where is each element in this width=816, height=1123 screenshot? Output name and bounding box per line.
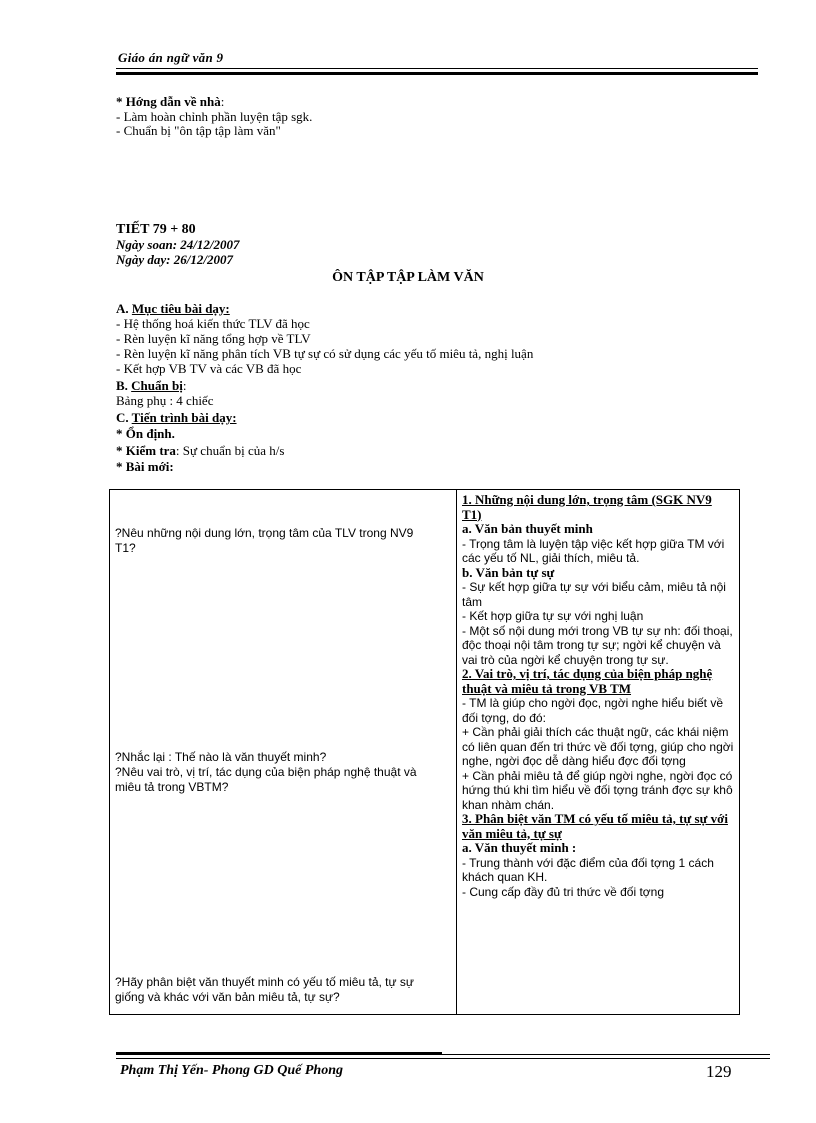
lesson-table [109,489,740,1015]
question-4: ?Hãy phân biệt văn thuyết minh có yếu tố miêu tả, tự sự giống và khác với văn bản miêu tả, tự sự? [115,975,414,1004]
answer-h2-item: + Cần phải giải thích các thuật ngữ, các khái niệm có liên quan đến tri thức về đối tợng, giúp cho ngời nghe, ngời đọc dễ dàng hiểu đợc đối tợng [462,725,734,768]
lesson-ngay-soan: Ngày soan: 24/12/2007 [116,237,240,252]
answer-b-item: - Một số nội dung mới trong VB tự sự nh: đối thoại, độc thoại nội tâm trong tự sự; ngời kể chuyện và vai trò của ngời kể chuyện trong tự sự. [462,623,733,667]
answer-a-text: - Trọng tâm là luyện tập việc kết hợp giữa TM với các yếu tố NL, giải thích, miêu tả. [462,536,725,565]
lesson-title: ÔN TẬP TẬP LÀM VĂN [332,270,484,285]
section-c-title: Tiến trình bài dạy: [131,410,237,425]
homework-heading-colon: : [220,94,225,109]
answer-column [457,490,740,1015]
homework-item: - Chuẩn bị "ôn tập tập làm văn" [116,123,281,138]
answer-a-title: a. Văn bản thuyết minh [462,521,593,536]
footer-author: Phạm Thị Yến- Phong GD Quế Phong [120,1063,343,1078]
section-a-item: - Hệ thống hoá kiến thức TLV đã học [116,316,310,331]
answer-h3a-item: - Cung cấp đầy đủ tri thức về đối tợng [462,884,665,899]
footer-rule-thick [116,1052,442,1055]
answer-h3a-item: - Trung thành với đặc điểm của đối tợng 1 cách khách quan KH. [462,855,714,884]
section-c-label: C. [116,410,132,425]
answer-b-item: - Sự kết hợp giữa tự sự với biểu cảm, miêu tả nội tâm [462,580,726,609]
page-number: 129 [706,1062,732,1081]
homework-heading [116,94,224,109]
homework-heading-mark: * [116,94,126,109]
section-b-label: B. [116,378,132,393]
header-rule-thick [116,72,758,75]
homework-item: - Làm hoàn chỉnh phần luyện tập sgk. [116,109,313,124]
section-a-item: - Rèn luyện kĩ năng phân tích VB tự sự có sử dụng các yếu tố miêu tả, nghị luận [116,346,534,361]
homework-heading-text: Hớng dẫn về nhà [125,94,221,109]
section-a-label: A. [116,301,132,316]
section-a-item: - Kết hợp VB TV và các VB đã học [116,361,302,376]
question-column [110,490,457,1015]
section-b-title: Chuẩn bị [131,378,183,393]
lesson-tiet: TIẾT 79 + 80 [116,222,196,237]
answer-b-item: - Kết hợp giữa tự sự với nghị luận [462,609,644,623]
on-dinh-text: Ổn định. [125,426,175,441]
question-3: ?Nêu vai trò, vị trí, tác dụng của biện pháp nghệ thuật và miêu tả trong VBTM? [115,765,417,794]
footer-rule-thin [116,1058,770,1059]
kiem-tra-text: : Sự chuẩn bị của h/s [175,443,285,458]
section-a-item: - Rèn luyện kĩ năng tổng hợp về TLV [116,331,311,346]
answer-heading-1: 1. Những nội dung lớn, trọng tâm (SGK NV9 T1) [462,493,712,522]
answer-h2-item: - TM là giúp cho ngời đọc, ngời nghe hiểu biết về đối tợng, do đó: [462,696,724,725]
answer-heading-2: 2. Vai trò, vị trí, tác dụng của biện pháp nghệ thuật và miêu tả trong VB TM [462,666,713,696]
question-2: ?Nhắc lại : Thế nào là văn thuyết minh? [115,750,327,764]
section-b-line: Bảng phụ : 4 chiếc [116,393,214,408]
bai-moi-text: Bài mới: [125,459,174,474]
section-c-bai-moi: * Bài mới: [116,459,174,474]
header-rule-thin [116,68,758,69]
section-a-heading [116,301,230,316]
lesson-ngay-day: Ngày day: 26/12/2007 [116,252,233,267]
question-1: ?Nêu những nội dung lớn, trọng tâm của TLV trong NV9 T1? [115,526,414,555]
answer-h2-item: + Cần phải miêu tả để giúp ngời nghe, ngời đọc có hứng thú khi tìm hiểu về đối tợng tránh đợc sự khô khan nhàm chán. [462,768,733,812]
kiem-tra-label: Kiểm tra [125,443,176,458]
answer-h3a-title: a. Văn thuyết minh : [462,840,577,855]
section-b-heading [116,378,186,393]
section-c-on-dinh: * Ổn định. [116,426,175,441]
section-a-title: Mục tiêu bài dạy: [131,301,230,316]
footer-rule-thin-right [442,1054,770,1055]
section-b-colon: : [182,378,187,393]
section-c-kiem-tra: * Kiểm tra: Sự chuẩn bị của h/s [116,443,285,458]
table-row [110,490,740,1015]
answer-heading-3: 3. Phân biệt văn TM có yếu tố miêu tả, tự sự với văn miêu tả, tự sự [462,811,728,841]
answer-b-title: b. Văn bản tự sự [462,564,555,580]
section-c-heading [116,410,237,425]
header-title: Giáo án ngữ văn 9 [118,50,224,65]
